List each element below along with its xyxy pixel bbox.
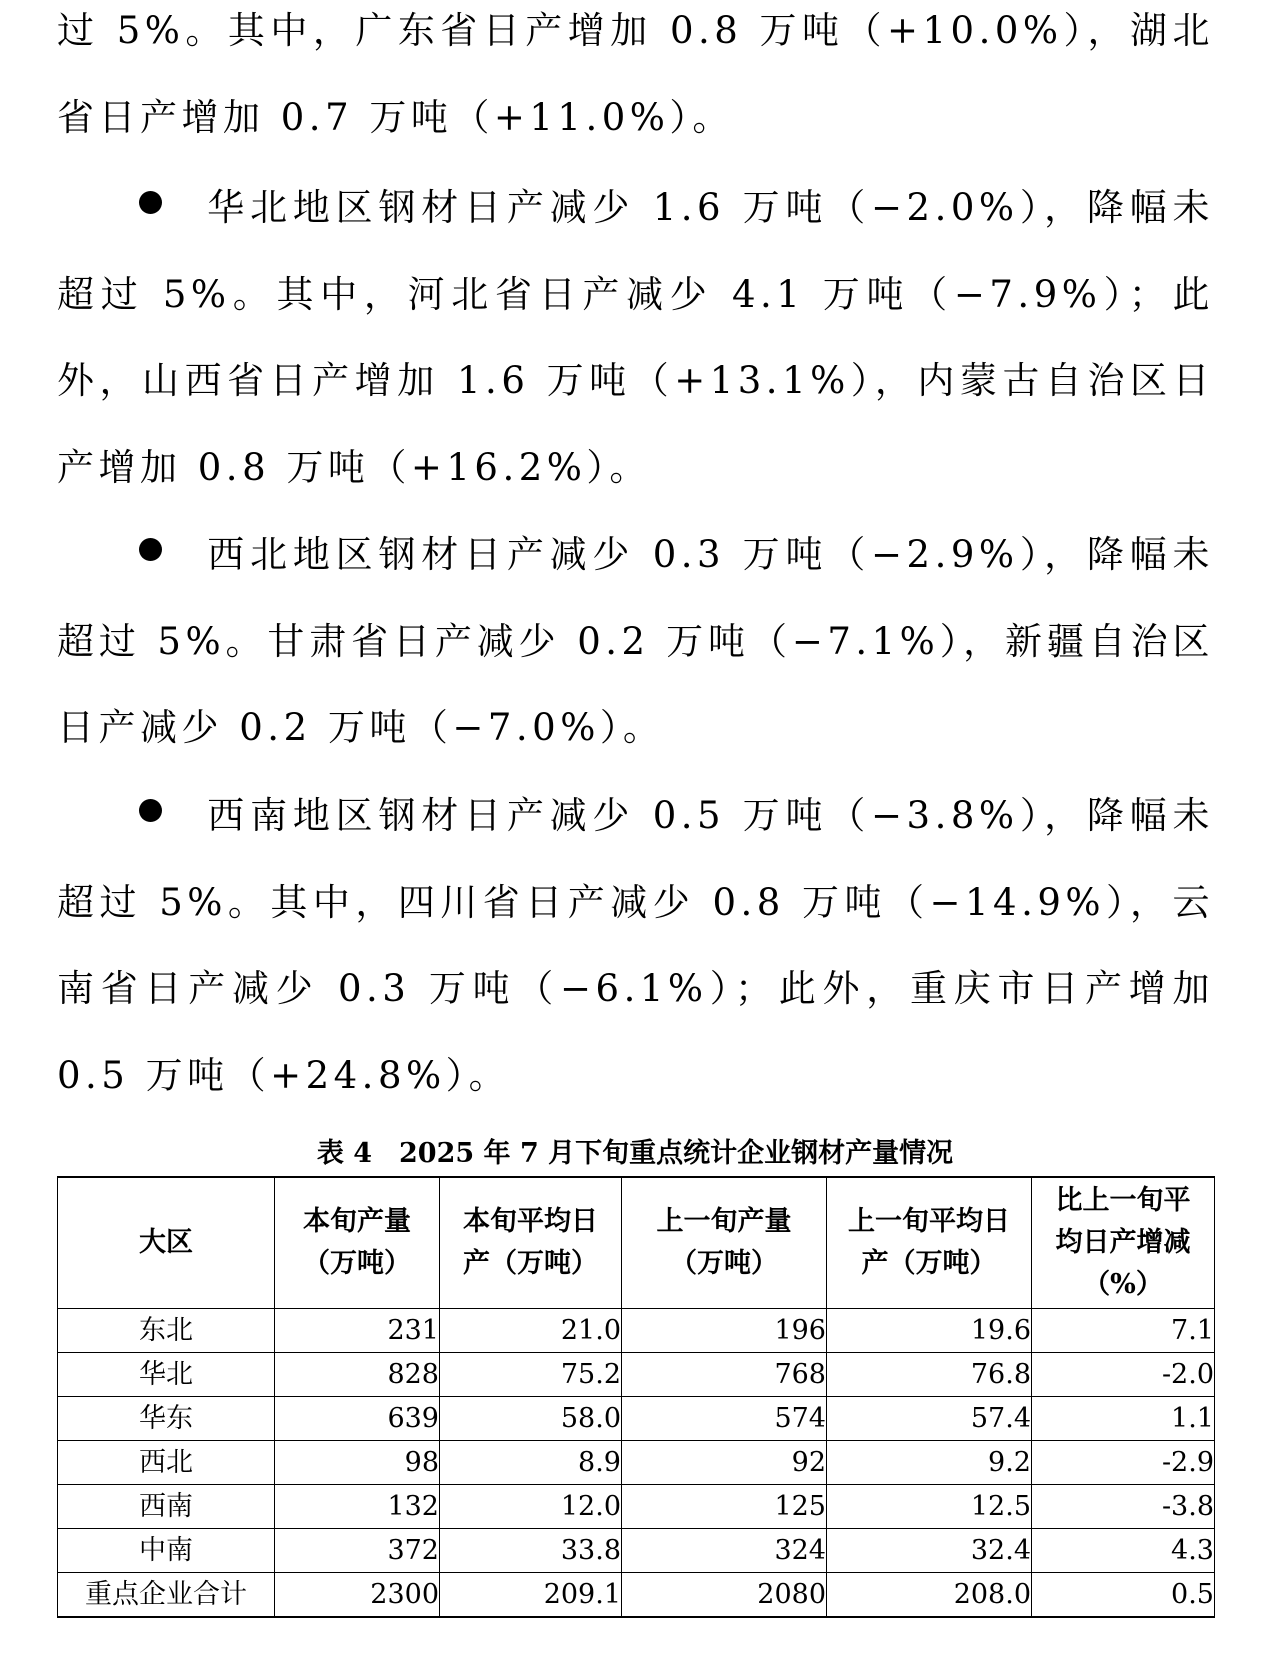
cell-region: 华北	[58, 1353, 275, 1397]
cell-current-output: 2300	[275, 1573, 440, 1618]
cell-previous-daily: 9.2	[827, 1441, 1032, 1485]
cell-current-daily: 58.0	[440, 1397, 622, 1441]
bullet-dot-icon	[139, 799, 162, 822]
cell-current-daily: 8.9	[440, 1441, 622, 1485]
cell-region: 东北	[58, 1309, 275, 1353]
cell-current-daily: 33.8	[440, 1529, 622, 1573]
paragraph-northwest	[57, 512, 1214, 772]
header-current-output: 本旬产量（万吨）	[275, 1177, 440, 1309]
cell-previous-output: 125	[622, 1485, 827, 1529]
cell-previous-output: 196	[622, 1309, 827, 1353]
cell-previous-output: 92	[622, 1441, 827, 1485]
cell-current-output: 231	[275, 1309, 440, 1353]
cell-previous-daily: 32.4	[827, 1529, 1032, 1573]
cell-current-output: 639	[275, 1397, 440, 1441]
paragraph-text: 西北地区钢材日产减少 0.3 万吨（−2.9%），降幅未超过 5%。甘肃省日产减少 0.2 万吨（−7.1%），新疆自治区日产减少 0.2 万吨（−7.0%）。	[57, 533, 1214, 749]
cell-previous-daily: 12.5	[827, 1485, 1032, 1529]
cell-daily-change: 7.1	[1032, 1309, 1215, 1353]
header-previous-daily: 上一旬平均日产（万吨）	[827, 1177, 1032, 1309]
paragraph-south-central-continued	[57, 0, 1214, 161]
cell-region: 中南	[58, 1529, 275, 1573]
cell-daily-change: 4.3	[1032, 1529, 1215, 1573]
cell-daily-change: -2.9	[1032, 1441, 1215, 1485]
cell-current-output: 828	[275, 1353, 440, 1397]
cell-region: 西南	[58, 1485, 275, 1529]
cell-previous-daily: 57.4	[827, 1397, 1032, 1441]
header-daily-change: 比上一旬平均日产增减（%）	[1032, 1177, 1215, 1309]
cell-region: 西北	[58, 1441, 275, 1485]
header-current-daily: 本旬平均日产（万吨）	[440, 1177, 622, 1309]
cell-current-daily: 209.1	[440, 1573, 622, 1618]
paragraph-text: 华北地区钢材日产减少 1.6 万吨（−2.0%），降幅未超过 5%。其中，河北省日产减少 4.1 万吨（−7.9%）；此外，山西省日产增加 1.6 万吨（+13.1%），内蒙古自治区日产增加 0.8 万吨（+16.2%）。	[57, 186, 1214, 489]
table-total-row	[58, 1573, 1215, 1618]
cell-previous-output: 768	[622, 1353, 827, 1397]
table-caption: 表 4 2025 年 7 月下旬重点统计企业钢材产量情况	[316, 1138, 954, 1169]
bullet-dot-icon	[139, 538, 162, 561]
cell-current-daily: 75.2	[440, 1353, 622, 1397]
paragraph-north-china	[57, 165, 1214, 511]
cell-previous-daily: 76.8	[827, 1353, 1032, 1397]
cell-current-daily: 12.0	[440, 1485, 622, 1529]
paragraph-southwest	[57, 773, 1214, 1119]
cell-previous-daily: 19.6	[827, 1309, 1032, 1353]
steel-output-table	[57, 1176, 1215, 1618]
paragraph-text: 过 5%。其中，广东省日产增加 0.8 万吨（+10.0%），湖北省日产增加 0.7 万吨（+11.0%）。	[57, 9, 1214, 139]
cell-previous-output: 574	[622, 1397, 827, 1441]
cell-previous-daily: 208.0	[827, 1573, 1032, 1618]
cell-daily-change: -3.8	[1032, 1485, 1215, 1529]
table-row	[58, 1397, 1215, 1441]
cell-current-daily: 21.0	[440, 1309, 622, 1353]
table-row	[58, 1309, 1215, 1353]
cell-daily-change: -2.0	[1032, 1353, 1215, 1397]
table-row	[58, 1353, 1215, 1397]
header-previous-output: 上一旬产量（万吨）	[622, 1177, 827, 1309]
header-region: 大区	[58, 1177, 275, 1309]
table-row	[58, 1441, 1215, 1485]
cell-previous-output: 324	[622, 1529, 827, 1573]
cell-region: 重点企业合计	[58, 1573, 275, 1618]
table-row	[58, 1485, 1215, 1529]
cell-current-output: 98	[275, 1441, 440, 1485]
table-header-row	[58, 1177, 1215, 1309]
cell-previous-output: 2080	[622, 1573, 827, 1618]
cell-daily-change: 0.5	[1032, 1573, 1215, 1618]
cell-daily-change: 1.1	[1032, 1397, 1215, 1441]
cell-current-output: 372	[275, 1529, 440, 1573]
cell-region: 华东	[58, 1397, 275, 1441]
table-row	[58, 1529, 1215, 1573]
paragraph-text: 西南地区钢材日产减少 0.5 万吨（−3.8%），降幅未超过 5%。其中，四川省日产减少 0.8 万吨（−14.9%），云南省日产减少 0.3 万吨（−6.1%）；此外，重庆市日产增加 0.5 万吨（+24.8%）。	[57, 794, 1214, 1097]
cell-current-output: 132	[275, 1485, 440, 1529]
bullet-dot-icon	[139, 191, 162, 214]
